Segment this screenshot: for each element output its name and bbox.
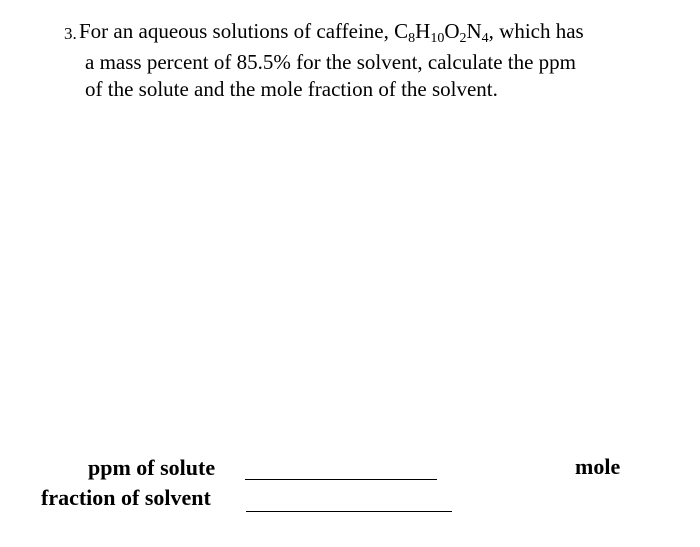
mole-fraction-answer-blank[interactable]: [246, 511, 452, 512]
question-line-1-prefix: For an aqueous solutions of caffeine,: [79, 19, 395, 43]
ppm-answer-blank[interactable]: [245, 479, 437, 480]
question-number: 3.: [64, 24, 77, 43]
formula-subscript-n: 4: [481, 31, 489, 46]
question-line-2: a mass percent of 85.5% for the solvent, calculate the ppm: [85, 50, 576, 74]
formula-subscript-o: 2: [459, 31, 467, 46]
formula-subscript-h: 10: [430, 31, 445, 46]
fraction-of-solvent-label: fraction of solvent: [41, 485, 211, 510]
question-line-1: [79, 18, 584, 44]
formula-subscript-c: 8: [408, 31, 416, 46]
question-line-3: of the solute and the mole fraction of the solvent.: [85, 77, 498, 101]
ppm-of-solute-label: ppm of solute: [88, 455, 216, 480]
formula-element-n: N: [466, 19, 482, 43]
mole-label: mole: [575, 454, 621, 479]
formula-element-h: H: [415, 19, 431, 43]
question-line-1-suffix: , which has: [488, 19, 584, 43]
formula-element-o: O: [444, 19, 460, 43]
caffeine-formula: [394, 19, 489, 46]
formula-element-c: C: [394, 19, 409, 43]
